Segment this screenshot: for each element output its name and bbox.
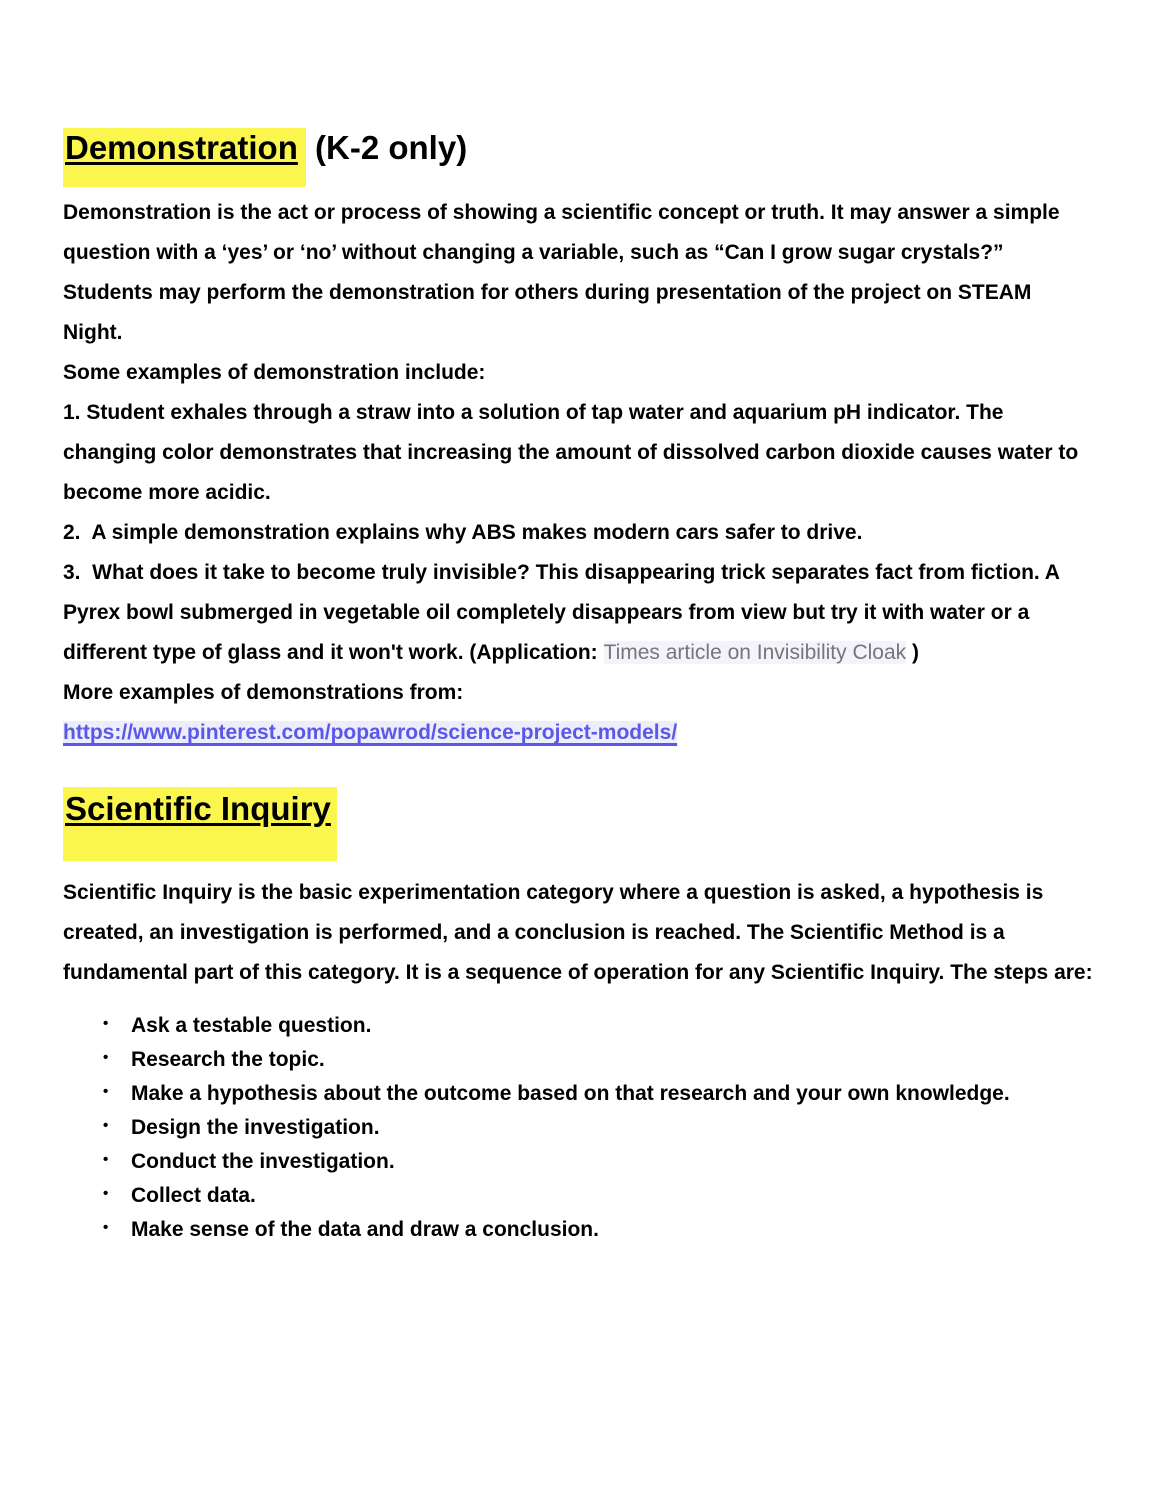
list-item [63, 1213, 1093, 1247]
paragraph-more-examples-label: More examples of demonstrations from: [63, 681, 464, 704]
bullet-icon: • [103, 1151, 109, 1168]
list-item [63, 1179, 1093, 1213]
step-text: Make a hypothesis about the outcome based on that research and your own knowledge. [131, 1082, 1010, 1105]
heading-demonstration-highlight: Demonstration [63, 128, 306, 187]
paragraph-pinterest-link [63, 713, 1093, 753]
bullet-icon: • [103, 1015, 109, 1032]
bullet-icon: • [103, 1219, 109, 1236]
heading-scientific-inquiry-highlight: Scientific Inquiry [63, 787, 337, 861]
paragraph-demonstration-intro: Demonstration is the act or process of showing a scientific concept or truth. It may answer a simple question with a ‘yes’ or ‘no’ without changing a variable, such as “Can I grow sugar crystals?” Students may perform the demonstration for others during presentation of the project on STEAM Night. [63, 201, 1066, 344]
list-item [63, 1009, 1093, 1043]
paragraph-example-2: 2. A simple demonstration explains why ABS makes modern cars safer to drive. [63, 521, 863, 544]
scientific-method-steps [63, 1009, 1093, 1247]
step-text: Ask a testable question. [131, 1014, 372, 1037]
bullet-icon: • [103, 1185, 109, 1202]
list-item [63, 1077, 1093, 1111]
heading-scientific-inquiry [63, 787, 1093, 861]
bullet-icon: • [103, 1083, 109, 1100]
paragraph-example-3 [63, 553, 1093, 673]
list-item [63, 1145, 1093, 1179]
example-3-text: 3. What does it take to become truly invisible? This disappearing trick separates fact from fiction. A Pyrex bowl submerged in vegetable oil completely disappears from view but try it with water or a different type of glass and it won't work. (Application: [63, 561, 1066, 664]
heading-demonstration [63, 128, 1093, 187]
times-article-link[interactable]: Times article on Invisibility Cloak [603, 641, 907, 664]
step-text: Make sense of the data and draw a conclusion. [131, 1218, 599, 1241]
step-text: Research the topic. [131, 1048, 325, 1071]
paragraph-example-1: 1. Student exhales through a straw into a solution of tap water and aquarium pH indicator. The changing color demonstrates that increasing the amount of dissolved carbon dioxide causes water to become more acidic. [63, 401, 1085, 504]
example-3-closing-paren: ) [906, 641, 919, 664]
list-item [63, 1043, 1093, 1077]
list-item [63, 1111, 1093, 1145]
bullet-icon: • [103, 1117, 109, 1134]
step-text: Design the investigation. [131, 1116, 380, 1139]
step-text: Collect data. [131, 1184, 256, 1207]
pinterest-link[interactable]: https://www.pinterest.com/popawrod/science-project-models/ [63, 721, 678, 744]
heading-demonstration-suffix: (K-2 only) [305, 129, 468, 166]
paragraph-scientific-inquiry-intro: Scientific Inquiry is the basic experimentation category where a question is asked, a hypothesis is created, an investigation is performed, and a conclusion is reached. The Scientific Method is a fundamental part of this category. It is a sequence of operation for any Scientific Inquiry. The steps are: [63, 881, 1093, 984]
bullet-icon: • [103, 1049, 109, 1066]
step-text: Conduct the investigation. [131, 1150, 395, 1173]
paragraph-examples-label: Some examples of demonstration include: [63, 361, 486, 384]
